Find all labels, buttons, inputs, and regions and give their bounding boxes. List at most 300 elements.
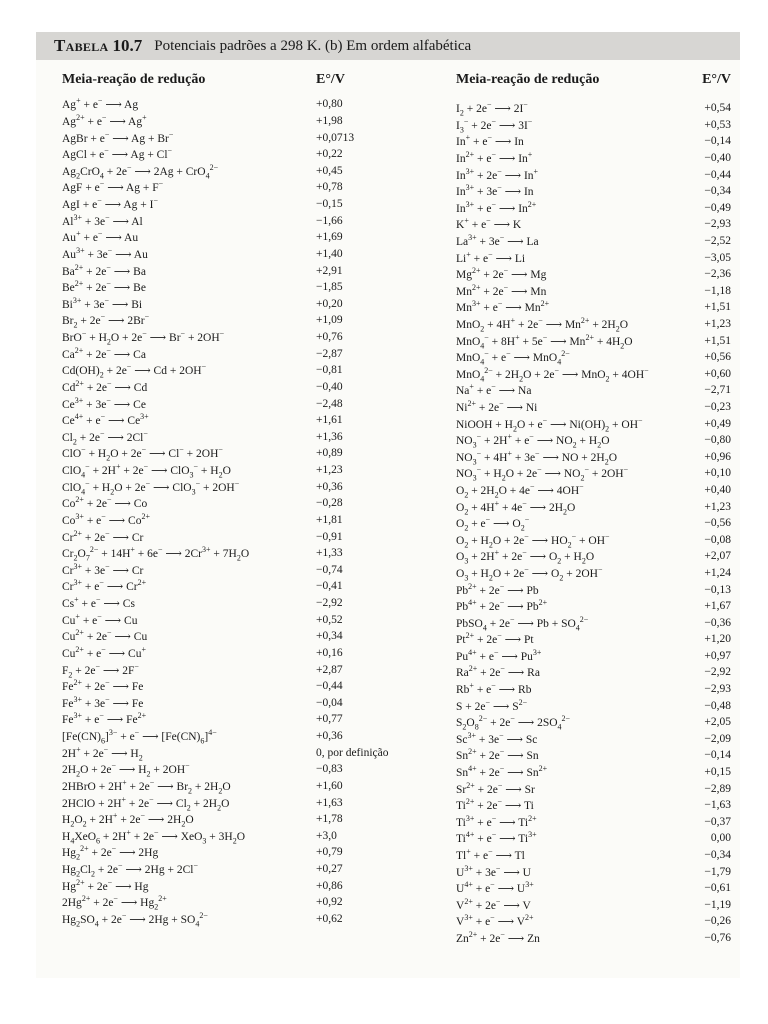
standard-potential: −2,93 bbox=[704, 683, 731, 696]
table-row bbox=[62, 246, 392, 263]
table-row bbox=[456, 382, 731, 399]
table-row bbox=[456, 780, 731, 797]
half-reaction: $Hg_2Cl_2 + 2e^-$ ⟶ 2Hg + 2Cl− bbox=[62, 861, 198, 879]
table-row bbox=[456, 233, 731, 250]
table-row bbox=[62, 628, 392, 645]
half-reaction: Tl+ + e− ⟶ Tl bbox=[456, 847, 525, 863]
half-reaction: Au+ + e− ⟶ Au bbox=[62, 229, 139, 245]
table-row bbox=[62, 345, 392, 362]
standard-potential: −0,23 bbox=[704, 400, 731, 413]
standard-potential: +1,40 bbox=[316, 247, 343, 260]
table-row bbox=[62, 362, 392, 379]
table-row bbox=[456, 249, 731, 266]
table-row bbox=[456, 366, 731, 383]
half-reaction: $Sn^{2+} + 2e^-$ ⟶ Sn bbox=[456, 747, 539, 763]
standard-potential: +0,36 bbox=[316, 730, 343, 743]
standard-potential: +0,76 bbox=[316, 331, 343, 344]
standard-potential: −0,08 bbox=[704, 533, 731, 546]
half-reaction: AgBr + e− ⟶ Ag + Br− bbox=[62, 129, 174, 145]
half-reaction: $Hg^{2+} + 2e^-$ ⟶ Hg bbox=[62, 877, 149, 893]
half-reaction: $Ce^{4+} + e^-$ ⟶ $Ce^{3+}$ bbox=[62, 412, 149, 428]
standard-potential: −0,13 bbox=[704, 583, 731, 596]
half-reaction: Na+ + e− ⟶ Na bbox=[456, 382, 532, 398]
standard-potential: +2,91 bbox=[316, 264, 343, 277]
half-reaction: 2HBrO + 2H+ + 2e− ⟶ $Br_2 + 2H_2O$ bbox=[62, 778, 231, 796]
standard-potential: −0,14 bbox=[704, 749, 731, 762]
standard-potential: −0,14 bbox=[704, 135, 731, 148]
standard-potential: −1,18 bbox=[704, 284, 731, 297]
half-reaction: MnO$_4$− + 8H+ + 5e− ⟶ $Mn^{2+} + 4H_2O$ bbox=[456, 332, 633, 350]
half-reaction: $U^{4+} + e^-$ ⟶ $U^{3+}$ bbox=[456, 880, 534, 896]
table-row bbox=[62, 744, 392, 761]
table-row bbox=[62, 844, 392, 861]
half-reaction: $Co^{2+} + 2e^-$ ⟶ Co bbox=[62, 495, 148, 511]
half-reaction: $Hg_2SO_4 + 2e^-$ ⟶ $2Hg + SO_4^{2-}$ bbox=[62, 911, 208, 929]
table-row bbox=[62, 379, 392, 396]
table-row bbox=[456, 150, 731, 167]
standard-potential: +2,07 bbox=[704, 550, 731, 563]
table-row bbox=[456, 183, 731, 200]
standard-potential: −1,19 bbox=[704, 898, 731, 911]
table-row bbox=[62, 429, 392, 446]
half-reaction: $I_2 + 2e^-$ ⟶ 2I− bbox=[456, 100, 528, 118]
half-reaction: $Cd(OH)_2 + 2e^-$ ⟶ Cd + 2OH− bbox=[62, 362, 207, 380]
half-reaction: $O_2 + 4H^+ + 4e^-$ ⟶ $2H_2O$ bbox=[456, 498, 576, 516]
standard-potential: +0,20 bbox=[316, 297, 343, 310]
standard-potential: +0,36 bbox=[316, 480, 343, 493]
right-column bbox=[456, 68, 731, 946]
standard-potential: +1,63 bbox=[316, 796, 343, 809]
half-reaction: $Ti^{2+} + 2e^-$ ⟶ Ti bbox=[456, 797, 534, 813]
standard-potential: +0,45 bbox=[316, 164, 343, 177]
table-row bbox=[456, 266, 731, 283]
table-row bbox=[456, 648, 731, 665]
table-row bbox=[456, 880, 731, 897]
standard-potential: −0,15 bbox=[316, 198, 343, 211]
half-reaction: NiOOH + $H_2O + e^-$ ⟶ $Ni(OH)_2 + OH^-$ bbox=[456, 415, 643, 433]
standard-potential: +0,16 bbox=[316, 646, 343, 659]
half-reaction: $Cr^{3+} + e^-$ ⟶ $Cr^{2+}$ bbox=[62, 578, 147, 594]
table-row bbox=[456, 432, 731, 449]
standard-potential: −1,85 bbox=[316, 281, 343, 294]
left-column-header bbox=[62, 68, 392, 88]
standard-potential: −2,36 bbox=[704, 268, 731, 281]
half-reaction: $Pb^{2+} + 2e^-$ ⟶ Pb bbox=[456, 581, 539, 597]
half-reaction: $Cu^{2+} + 2e^-$ ⟶ Cu bbox=[62, 628, 148, 644]
potential-header: E°/V bbox=[316, 72, 345, 87]
table-row bbox=[62, 645, 392, 662]
standard-potential: −0,81 bbox=[316, 364, 343, 377]
table-row bbox=[456, 581, 731, 598]
standard-potential: +0,62 bbox=[316, 912, 343, 925]
table-row bbox=[456, 482, 731, 499]
table-caption: Potenciais padrões a 298 K. (b) Em ordem alfabética bbox=[154, 37, 472, 54]
half-reaction: $O_3 + 2H^+ + 2e^-$ ⟶ $O_2 + H_2O$ bbox=[456, 548, 595, 566]
half-reaction: $Pu^{4+} + e^-$ ⟶ $Pu^{3+}$ bbox=[456, 648, 542, 663]
standard-potential: +1,67 bbox=[704, 600, 731, 613]
half-reaction: $Ba^{2+} + 2e^-$ ⟶ Ba bbox=[62, 262, 146, 278]
half-reaction: $NO_3^- + 2H^+ + e^-$ ⟶ $NO_2 + H_2O$ bbox=[456, 432, 610, 450]
standard-potential: +1,20 bbox=[704, 633, 731, 646]
half-reaction: S + 2e− ⟶ $S^{2-}$ bbox=[456, 697, 528, 713]
table-row bbox=[62, 761, 392, 778]
half-reaction: $Al^{3+} + 3e^-$ ⟶ Al bbox=[62, 212, 143, 228]
half-reaction: $Sc^{3+} + 3e^-$ ⟶ Sc bbox=[456, 731, 538, 746]
standard-potential: +0,52 bbox=[316, 613, 343, 626]
table-row bbox=[62, 578, 392, 595]
half-reaction: $Cr_2O_7^{2-} + 14H^+ + 6e^-$ ⟶ $2Cr^{3+} + 7H_2O$ bbox=[62, 545, 250, 563]
standard-potential: +0,56 bbox=[704, 351, 731, 364]
table-row bbox=[62, 229, 392, 246]
table-row bbox=[62, 794, 392, 811]
right-rows bbox=[456, 100, 731, 946]
standard-potential: −0,37 bbox=[704, 815, 731, 828]
half-reaction: Ag+ + e− ⟶ Ag bbox=[62, 96, 139, 112]
half-reaction: $V^{3+} + e^-$ ⟶ $V^{2+}$ bbox=[456, 913, 534, 929]
table-label: Tabela bbox=[54, 36, 109, 55]
table-row bbox=[456, 714, 731, 731]
half-reaction: $F_2 + 2e^-$ ⟶ 2F− bbox=[62, 661, 139, 679]
reaction-header: Meia-reação de redução bbox=[62, 72, 206, 87]
standard-potential: −0,28 bbox=[316, 497, 343, 510]
half-reaction: $La^{3+} + 3e^-$ ⟶ La bbox=[456, 233, 539, 249]
half-reaction: $NO_3^- + 4H^+ + 3e^-$ ⟶ NO + $2H_2O$ bbox=[456, 448, 618, 467]
half-reaction: K+ + e− ⟶ K bbox=[456, 216, 522, 232]
half-reaction: $Au^{3+} + 3e^-$ ⟶ Au bbox=[62, 246, 148, 261]
half-reaction: $V^{2+} + 2e^-$ ⟶ V bbox=[456, 896, 531, 912]
half-reaction: $Mn^{2+} + 2e^-$ ⟶ Mn bbox=[456, 283, 547, 298]
half-reaction: $I_3^- + 2e^-$ ⟶ 3I− bbox=[456, 117, 533, 135]
table-row bbox=[456, 200, 731, 217]
half-reaction: $Cl_2 + 2e^-$ ⟶ 2Cl− bbox=[62, 428, 148, 447]
half-reaction: 2HClO + 2H+ + 2e− ⟶ $Cl_2 + 2H_2O$ bbox=[62, 794, 230, 812]
table-row bbox=[456, 930, 731, 947]
half-reaction: $Be^{2+} + 2e^-$ ⟶ Be bbox=[62, 279, 146, 295]
standard-potential: −2,92 bbox=[316, 597, 343, 610]
left-rows bbox=[62, 96, 392, 927]
standard-potential: −2,89 bbox=[704, 782, 731, 795]
half-reaction: $Cr^{3+} + 3e^-$ ⟶ Cr bbox=[62, 561, 144, 577]
half-reaction: $Fe^{2+} + 2e^-$ ⟶ Fe bbox=[62, 678, 144, 694]
table-row bbox=[62, 811, 392, 828]
standard-potential: −1,66 bbox=[316, 214, 343, 227]
standard-potential: +0,97 bbox=[704, 649, 731, 662]
standard-potential: −0,76 bbox=[704, 931, 731, 944]
standard-potential: +1,23 bbox=[704, 318, 731, 331]
table-row bbox=[62, 412, 392, 429]
standard-potential: −0,34 bbox=[704, 185, 731, 198]
standard-potential: +1,09 bbox=[316, 314, 343, 327]
half-reaction: $Bi^{3+} + 3e^-$ ⟶ Bi bbox=[62, 295, 143, 311]
table-row bbox=[456, 316, 731, 333]
table-row bbox=[62, 196, 392, 213]
standard-potential: +0,79 bbox=[316, 846, 343, 859]
half-reaction: $In^{2+} + e^-$ ⟶ In+ bbox=[456, 150, 533, 166]
table-title-bar bbox=[36, 32, 740, 60]
standard-potential: −0,80 bbox=[704, 434, 731, 447]
table-row bbox=[456, 913, 731, 930]
standard-potential: +0,77 bbox=[316, 713, 343, 726]
half-reaction: $Ti^{3+} + e^-$ ⟶ $Ti^{2+}$ bbox=[456, 814, 537, 829]
standard-potential: +0,22 bbox=[316, 148, 343, 161]
half-reaction: $BrO^- + H_2O + 2e^-$ ⟶ Br− + 2OH− bbox=[62, 329, 225, 347]
left-column bbox=[62, 68, 392, 927]
table-row bbox=[62, 146, 392, 163]
standard-potential: +1,51 bbox=[704, 301, 731, 314]
table-row bbox=[62, 329, 392, 346]
table-row bbox=[62, 96, 392, 113]
half-reaction: AgI + e− ⟶ Ag + I− bbox=[62, 196, 158, 212]
table-row bbox=[62, 661, 392, 678]
standard-potential: +1,60 bbox=[316, 779, 343, 792]
table-row bbox=[62, 478, 392, 495]
half-reaction: $[Fe(CN)_6]^{3-} + e^-$ ⟶ $[Fe(CN)_6]^{4-}$ bbox=[62, 728, 217, 746]
table-row bbox=[456, 565, 731, 582]
table-row bbox=[456, 764, 731, 781]
table-row bbox=[62, 129, 392, 146]
standard-potential: −2,71 bbox=[704, 384, 731, 397]
standard-potential: +0,92 bbox=[316, 896, 343, 909]
table-row bbox=[456, 664, 731, 681]
standard-potential: +0,60 bbox=[704, 367, 731, 380]
table-row bbox=[62, 312, 392, 329]
standard-potential: +0,96 bbox=[704, 450, 731, 463]
table-row bbox=[456, 631, 731, 648]
standard-potential: +0,49 bbox=[704, 417, 731, 430]
half-reaction: 2H+ + 2e− ⟶ $H_2$ bbox=[62, 744, 143, 762]
table-row bbox=[456, 747, 731, 764]
half-reaction: $O_3 + H_2O + 2e^-$ ⟶ $O_2 + 2OH^-$ bbox=[456, 565, 603, 583]
table-row bbox=[456, 681, 731, 698]
half-reaction: $Ca^{2+} + 2e^-$ ⟶ Ca bbox=[62, 345, 146, 361]
standard-potential: +0,34 bbox=[316, 630, 343, 643]
standard-potential: +0,10 bbox=[704, 467, 731, 480]
table-row bbox=[456, 697, 731, 714]
table-row bbox=[456, 531, 731, 548]
standard-potential: −0,04 bbox=[316, 696, 343, 709]
table-row bbox=[62, 562, 392, 579]
half-reaction: $U^{3+} + 3e^-$ ⟶ U bbox=[456, 863, 531, 879]
half-reaction: Cu+ + e− ⟶ Cu bbox=[62, 611, 138, 627]
table-row bbox=[62, 545, 392, 562]
standard-potential: −0,36 bbox=[704, 616, 731, 629]
standard-potential: −0,49 bbox=[704, 201, 731, 214]
table-row bbox=[456, 399, 731, 416]
standard-potential: −0,56 bbox=[704, 517, 731, 530]
half-reaction: $Sr^{2+} + 2e^-$ ⟶ Sr bbox=[456, 780, 535, 796]
standard-potential: +2,87 bbox=[316, 663, 343, 676]
standard-potential: −1,63 bbox=[704, 799, 731, 812]
half-reaction: $Mn^{3+} + e^-$ ⟶ $Mn^{2+}$ bbox=[456, 299, 550, 315]
standard-potential: −0,74 bbox=[316, 563, 343, 576]
table-row bbox=[456, 847, 731, 864]
standard-potential: −0,44 bbox=[316, 680, 343, 693]
standard-potential: −2,52 bbox=[704, 235, 731, 248]
standard-potential: +1,23 bbox=[316, 464, 343, 477]
half-reaction: Cs+ + e− ⟶ Cs bbox=[62, 595, 135, 611]
table-row bbox=[456, 498, 731, 515]
table-row bbox=[62, 828, 392, 845]
half-reaction: $In^{3+} + 3e^-$ ⟶ In bbox=[456, 183, 534, 199]
half-reaction: In+ + e− ⟶ In bbox=[456, 133, 524, 149]
table-number: 10.7 bbox=[112, 36, 143, 55]
standard-potential: +0,53 bbox=[704, 118, 731, 131]
half-reaction: $MnO_4^{2-} + 2H_2O + 2e^-$ ⟶ MnO$_2$ + 4OH− bbox=[456, 365, 649, 384]
table-row bbox=[62, 595, 392, 612]
standard-potential: +0,86 bbox=[316, 879, 343, 892]
half-reaction: $ClO_4^- + H_2O + 2e^-$ ⟶ ClO$_3$− + 2OH− bbox=[62, 478, 240, 496]
half-reaction: $S_2O_8^{2-} + 2e^-$ ⟶ $2SO_4^{2-}$ bbox=[456, 714, 571, 732]
table-row bbox=[456, 166, 731, 183]
table-row bbox=[456, 731, 731, 748]
table-row bbox=[62, 711, 392, 728]
half-reaction: MnO$_2$ + 4H+ + 2e− ⟶ $Mn^{2+} + 2H_2O$ bbox=[456, 316, 629, 334]
half-reaction: MnO$_4$− + e− ⟶ MnO$_4^{2-}$ bbox=[456, 349, 570, 367]
standard-potential: +0,78 bbox=[316, 181, 343, 194]
table-row bbox=[62, 894, 392, 911]
table-row bbox=[62, 911, 392, 928]
standard-potential: −1,79 bbox=[704, 865, 731, 878]
standard-potential: +0,15 bbox=[704, 766, 731, 779]
half-reaction: $Br_2 + 2e^-$ ⟶ 2Br− bbox=[62, 312, 150, 330]
right-column-header bbox=[456, 68, 731, 88]
half-reaction: $In^{3+} + 2e^-$ ⟶ In+ bbox=[456, 166, 539, 182]
standard-potential: +0,89 bbox=[316, 447, 343, 460]
table-row bbox=[62, 877, 392, 894]
table-row bbox=[456, 863, 731, 880]
half-reaction: $Ra^{2+} + 2e^-$ ⟶ Ra bbox=[456, 664, 540, 680]
half-reaction: $Pt^{2+} + 2e^-$ ⟶ Pt bbox=[456, 631, 534, 647]
standard-potential: −2,48 bbox=[316, 397, 343, 410]
standard-potential: −0,48 bbox=[704, 699, 731, 712]
half-reaction: $NO_3^- + H_2O + 2e^-$ ⟶ $NO_2^- + 2OH^-$ bbox=[456, 465, 629, 483]
half-reaction: $Ce^{3+} + 3e^-$ ⟶ Ce bbox=[62, 395, 146, 411]
standard-potential: −3,05 bbox=[704, 251, 731, 264]
table-row bbox=[456, 100, 731, 117]
standard-potential: −0,26 bbox=[704, 915, 731, 928]
standard-potential: −0,83 bbox=[316, 763, 343, 776]
standard-potential: +1,98 bbox=[316, 114, 343, 127]
half-reaction: $Hg_2^{2+} + 2e^-$ ⟶ 2Hg bbox=[62, 844, 159, 862]
table-page bbox=[36, 32, 740, 978]
table-row bbox=[62, 262, 392, 279]
standard-potential: +2,05 bbox=[704, 716, 731, 729]
table-row bbox=[62, 861, 392, 878]
table-row bbox=[62, 179, 392, 196]
half-reaction: Li+ + e− ⟶ Li bbox=[456, 249, 526, 265]
half-reaction: $Cd^{2+} + 2e^-$ ⟶ Cd bbox=[62, 379, 148, 394]
table-row bbox=[62, 445, 392, 462]
standard-potential: +3,0 bbox=[316, 829, 337, 842]
standard-potential: +1,78 bbox=[316, 813, 343, 826]
table-row bbox=[456, 598, 731, 615]
standard-potential: +1,61 bbox=[316, 414, 343, 427]
table-row bbox=[62, 163, 392, 180]
standard-potential: −2,93 bbox=[704, 218, 731, 231]
standard-potential: −2,87 bbox=[316, 347, 343, 360]
potential-header: E°/V bbox=[702, 72, 731, 87]
table-row bbox=[62, 728, 392, 745]
standard-potential: +1,69 bbox=[316, 231, 343, 244]
standard-potential: +1,36 bbox=[316, 430, 343, 443]
half-reaction: $Fe^{3+} + 3e^-$ ⟶ Fe bbox=[62, 694, 144, 710]
half-reaction: $Cr^{2+} + 2e^-$ ⟶ Cr bbox=[62, 528, 144, 544]
half-reaction: ClO$_4$− + 2H+ + 2e− ⟶ $ClO_3^- + H_2O$ bbox=[62, 462, 231, 480]
table-row bbox=[456, 133, 731, 150]
standard-potential: +0,40 bbox=[704, 483, 731, 496]
table-row bbox=[456, 415, 731, 432]
table-row bbox=[456, 515, 731, 532]
half-reaction: $H_2O_2 + 2H^+ + 2e^-$ ⟶ $2H_2O$ bbox=[62, 811, 194, 829]
table-row bbox=[62, 279, 392, 296]
table-row bbox=[456, 614, 731, 631]
table-row bbox=[62, 678, 392, 695]
standard-potential: +0,0713 bbox=[316, 131, 355, 144]
table-row bbox=[62, 528, 392, 545]
table-row bbox=[62, 611, 392, 628]
table-row bbox=[456, 448, 731, 465]
half-reaction: $Ag^{2+} + e^-$ ⟶ Ag+ bbox=[62, 113, 147, 128]
standard-potential: 0,00 bbox=[710, 832, 731, 845]
table-row bbox=[456, 465, 731, 482]
half-reaction: $Co^{3+} + e^-$ ⟶ $Co^{2+}$ bbox=[62, 512, 150, 527]
standard-potential: +1,24 bbox=[704, 566, 731, 579]
standard-potential: −2,92 bbox=[704, 666, 731, 679]
standard-potential: +0,80 bbox=[316, 98, 343, 111]
half-reaction: $O_2 + e^-$ ⟶ $O_2^-$ bbox=[456, 515, 530, 533]
table-row bbox=[62, 212, 392, 229]
table-row bbox=[62, 296, 392, 313]
table-row bbox=[62, 512, 392, 529]
half-reaction: $2H_2O + 2e^-$ ⟶ $H_2 + 2OH^-$ bbox=[62, 761, 190, 779]
standard-potential: +1,51 bbox=[704, 334, 731, 347]
half-reaction: $In^{3+} + e^-$ ⟶ $In^{2+}$ bbox=[456, 200, 537, 215]
half-reaction: $O_2 + 2H_2O + 4e^-$ ⟶ 4OH− bbox=[456, 482, 584, 500]
half-reaction: $Cu^{2+} + e^-$ ⟶ Cu+ bbox=[62, 645, 146, 660]
reaction-header: Meia-reação de redução bbox=[456, 72, 600, 87]
half-reaction: AgCl + e− ⟶ Ag + Cl− bbox=[62, 146, 173, 162]
standard-potential: −2,09 bbox=[704, 732, 731, 745]
half-reaction: $Fe^{3+} + e^-$ ⟶ $Fe^{2+}$ bbox=[62, 711, 147, 727]
table-row bbox=[456, 897, 731, 914]
standard-potential: +0,54 bbox=[704, 102, 731, 115]
table-row bbox=[456, 332, 731, 349]
standard-potential: −0,61 bbox=[704, 882, 731, 895]
standard-potential: −0,41 bbox=[316, 580, 343, 593]
half-reaction: AgF + e− ⟶ Ag + F− bbox=[62, 179, 164, 195]
table-row bbox=[456, 283, 731, 300]
table-row bbox=[456, 797, 731, 814]
table-row bbox=[62, 695, 392, 712]
standard-potential: −0,44 bbox=[704, 168, 731, 181]
table-row bbox=[456, 830, 731, 847]
table-row bbox=[62, 462, 392, 479]
half-reaction: Rb+ + e− ⟶ Rb bbox=[456, 681, 532, 697]
table-row bbox=[456, 117, 731, 134]
standard-potential: +1,23 bbox=[704, 500, 731, 513]
half-reaction: $ClO^- + H_2O + 2e^-$ ⟶ Cl− + 2OH− bbox=[62, 445, 223, 463]
table-row bbox=[456, 216, 731, 233]
half-reaction: $Pb^{4+} + 2e^-$ ⟶ $Pb^{2+}$ bbox=[456, 598, 548, 614]
half-reaction: $Mg^{2+} + 2e^-$ ⟶ Mg bbox=[456, 266, 547, 282]
table-row bbox=[456, 299, 731, 316]
standard-potential: −0,34 bbox=[704, 849, 731, 862]
half-reaction: $Ag_2CrO_4 + 2e^-$ ⟶ 2Ag + CrO$_4^{2-}$ bbox=[62, 162, 219, 181]
table-row bbox=[456, 349, 731, 366]
table-row bbox=[62, 778, 392, 795]
half-reaction: $Sn^{4+} + 2e^-$ ⟶ $Sn^{2+}$ bbox=[456, 764, 548, 780]
table-row bbox=[62, 495, 392, 512]
